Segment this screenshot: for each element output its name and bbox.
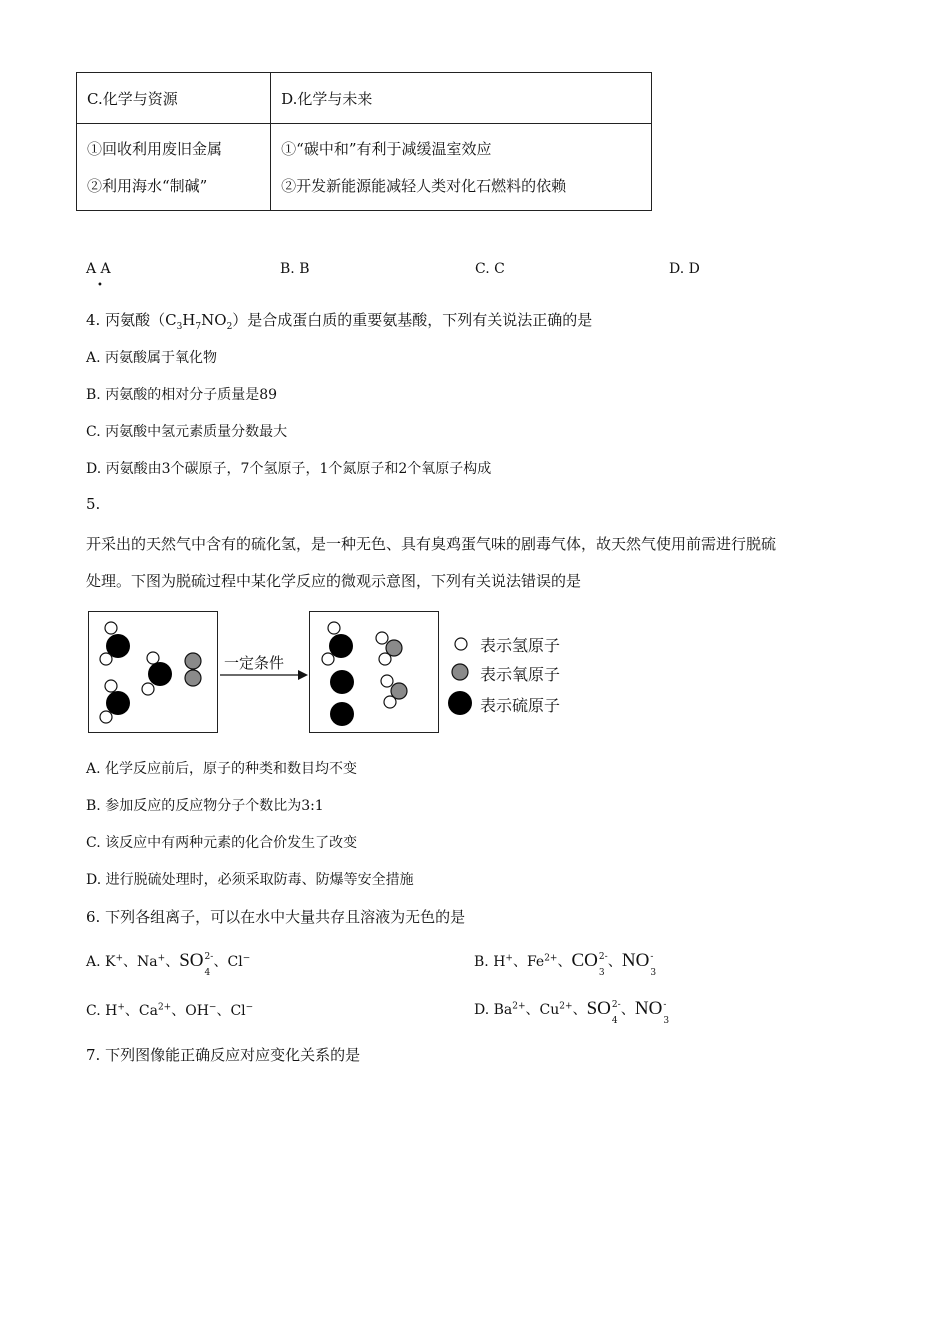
hydrogen-atom xyxy=(100,653,112,665)
oxygen-legend-icon xyxy=(449,661,471,683)
q6-option-c[interactable]: C. H+、$Ca^{2+}$、OH−、Cl− xyxy=(86,1002,254,1019)
hydrogen-atom xyxy=(322,653,334,665)
hydrogen-atom xyxy=(381,675,393,687)
q4-option-c[interactable]: C. 丙氨酸中氢元素质量分数最大 xyxy=(86,424,288,440)
oxygen-atom xyxy=(185,653,201,669)
q4-option-a[interactable]: A. 丙氨酸属于氧化物 xyxy=(86,350,218,366)
legend-hydrogen: 表示氢原子 xyxy=(480,636,561,655)
q5-option-c[interactable]: C. 该反应中有两种元素的化合价发生了改变 xyxy=(86,835,358,851)
sulfur-atom xyxy=(330,670,354,694)
hydrogen-atom xyxy=(100,711,112,723)
q6-option-d[interactable]: D. $Ba^{2+}$、$Cu^{2+}$、SO 2- 4 、NO - 3 xyxy=(474,998,670,1026)
hydrogen-atom xyxy=(384,696,396,708)
table-d-line-2: ②开发新能源能减轻人类对化石燃料的依赖 xyxy=(281,177,567,195)
q3-option-b[interactable]: B. B xyxy=(280,261,310,277)
q5-stem-line-2: 处理。下图为脱硫过程中某化学反应的微观示意图，下列有关说法错误的是 xyxy=(86,572,582,590)
q5-stem-line-1: 开采出的天然气中含有的硫化氢，是一种无色、具有臭鸡蛋气味的剧毒气体，故天然气使用前需进行脱硫 xyxy=(86,535,777,553)
sulfur-atom xyxy=(330,702,354,726)
table-header-c: C.化学与资源 xyxy=(77,73,271,124)
reactants-box xyxy=(88,611,218,733)
legend-sulfur: 表示硫原子 xyxy=(480,696,561,715)
products-box xyxy=(309,611,439,733)
hydrogen-atom xyxy=(379,653,391,665)
hydrogen-atom xyxy=(142,683,154,695)
arrow-label: 一定条件 xyxy=(224,654,285,672)
table-d-line-1: ①“碳中和”有利于减缓温室效应 xyxy=(281,140,492,158)
table-cell-d xyxy=(271,124,652,211)
oxygen-atom xyxy=(185,670,201,686)
q3-option-a[interactable]: A A xyxy=(86,261,111,277)
q5-option-a[interactable]: A. 化学反应前后，原子的种类和数目均不变 xyxy=(86,761,358,777)
q5-number: 5. xyxy=(86,495,101,513)
q4-option-d[interactable]: D. 丙氨酸由3个碳原子，7个氢原子，1个氮原子和2个氧原子构成 xyxy=(86,461,492,477)
sulfur-atom xyxy=(106,691,130,715)
q4-stem: 4. 丙氨酸$(C_3H_7NO_2)$是合成蛋白质的重要氨基酸，下列有关说法正确的是 xyxy=(86,311,593,332)
products-drawing xyxy=(310,612,438,732)
q3-option-d[interactable]: D. D xyxy=(669,261,700,277)
q6-option-a[interactable]: A. K+、Na+、SO 2- 4 、Cl− xyxy=(86,950,251,978)
legend-oxygen: 表示氧原子 xyxy=(480,665,561,684)
reactants-drawing xyxy=(89,612,217,732)
hydrogen-atom xyxy=(328,622,340,634)
comparison-table xyxy=(76,72,652,211)
q6-stem: 6. 下列各组离子，可以在水中大量共存且溶液为无色的是 xyxy=(86,908,466,926)
sulfur-atom xyxy=(148,662,172,686)
sulfur-legend-icon xyxy=(447,690,473,716)
table-c-line-1: ①回收利用废旧金属 xyxy=(87,140,223,158)
dot-mark: • xyxy=(97,280,103,291)
hydrogen-atom xyxy=(147,652,159,664)
hydrogen-legend-icon xyxy=(451,634,471,654)
q7-stem: 7. 下列图像能正确反应对应变化关系的是 xyxy=(86,1046,361,1064)
q4-option-b[interactable]: B. 丙氨酸的相对分子质量是89 xyxy=(86,387,278,403)
table-header-d: D.化学与未来 xyxy=(271,73,652,124)
q5-option-b[interactable]: B. 参加反应的反应物分子个数比为3:1 xyxy=(86,798,324,814)
hydrogen-atom xyxy=(105,622,117,634)
table-c-line-2: ②利用海水“制碱” xyxy=(87,177,208,195)
q3-option-c[interactable]: C. C xyxy=(475,261,505,277)
reaction-arrow-icon xyxy=(218,668,310,682)
q6-option-b[interactable]: B. H+、$Fe^{2+}$、CO 2- 3 、NO - 3 xyxy=(474,950,657,978)
table-cell-c xyxy=(77,124,271,211)
hydrogen-atom xyxy=(376,632,388,644)
hydrogen-atom xyxy=(105,680,117,692)
q5-option-d[interactable]: D. 进行脱硫处理时，必须采取防毒、防爆等安全措施 xyxy=(86,872,414,888)
